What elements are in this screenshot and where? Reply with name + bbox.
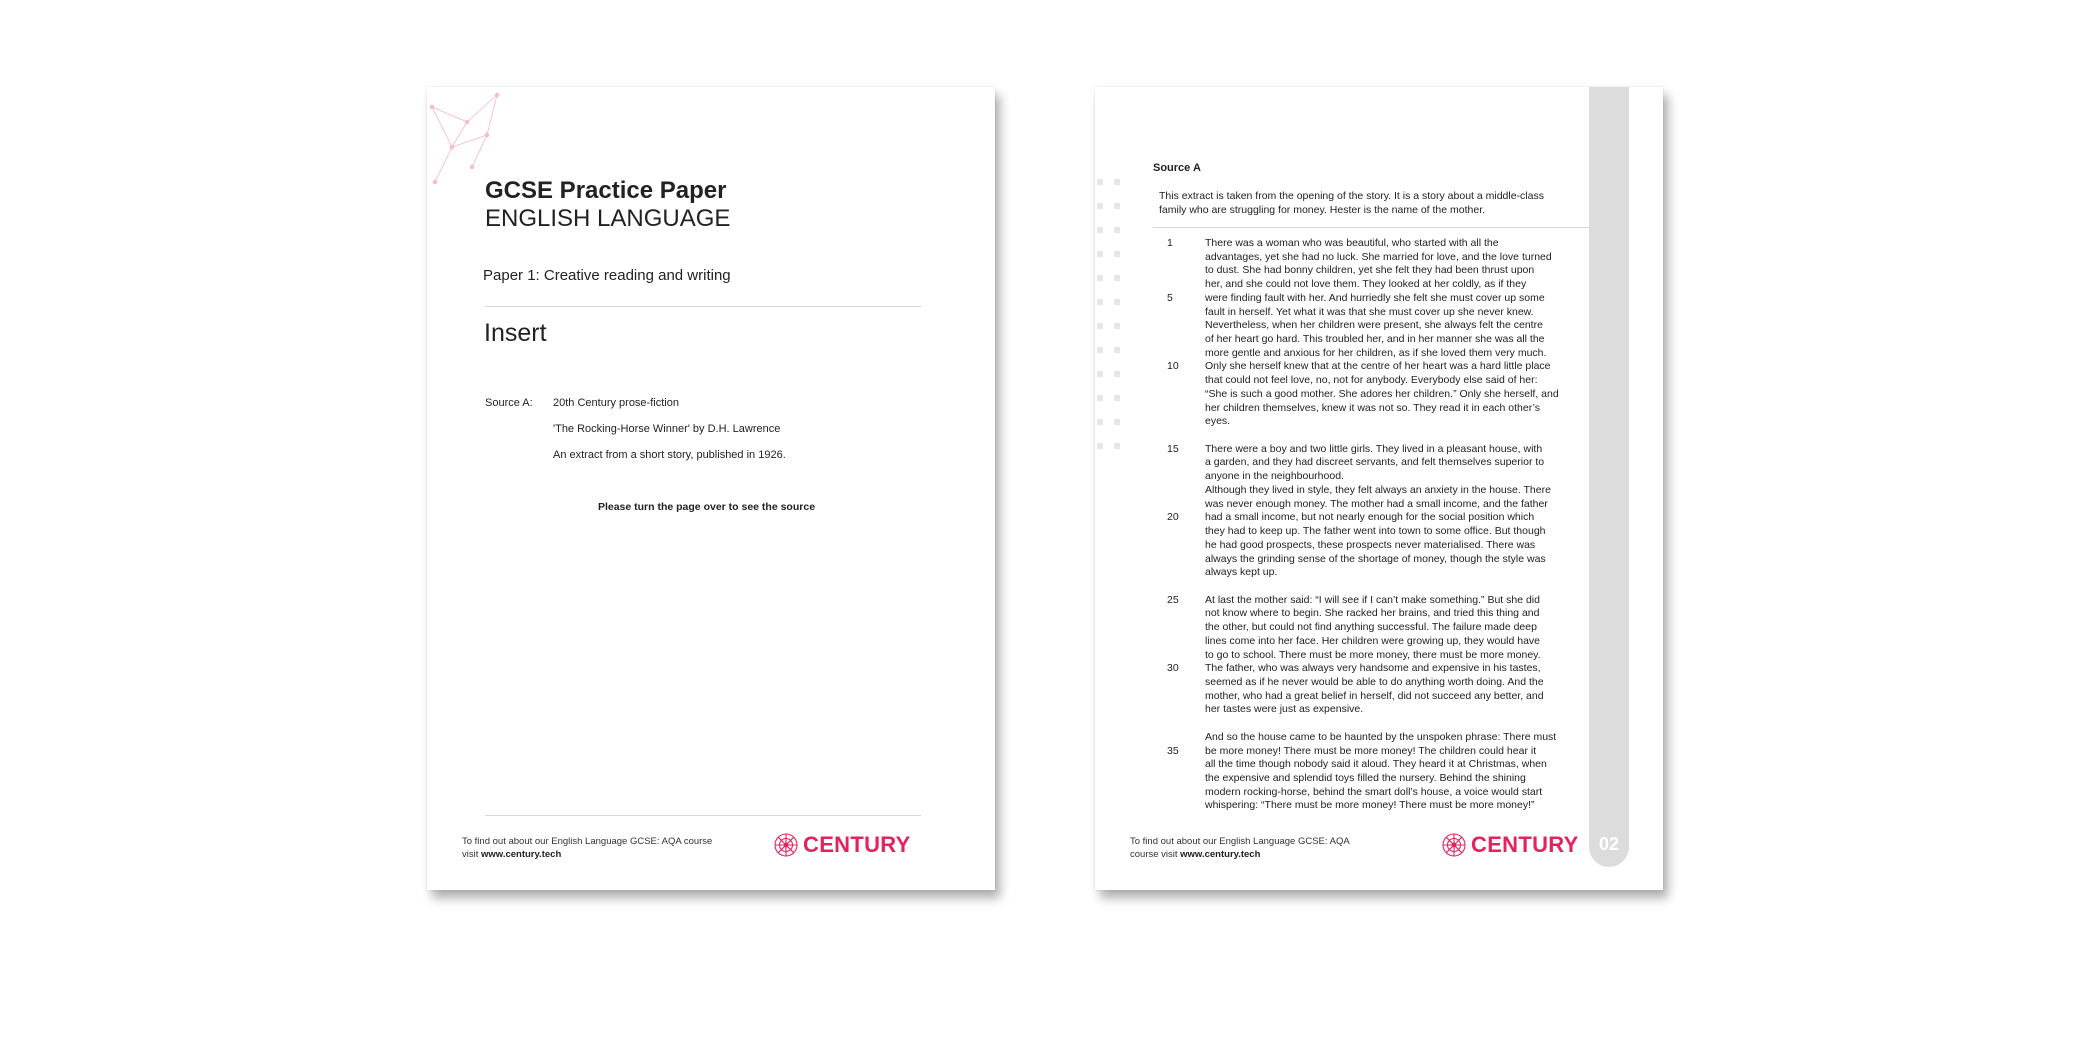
text-line: always kept up. (1205, 566, 1278, 579)
text-paragraph (1095, 237, 1589, 429)
paper-subject: ENGLISH LANGUAGE (485, 205, 731, 232)
brand-name: CENTURY (803, 832, 911, 857)
text-line: her, and she could not love them. They looked at her coldly, as if they (1205, 278, 1527, 291)
dot (1114, 203, 1120, 209)
page-number: 02 (1598, 834, 1620, 854)
intro-line: This extract is taken from the opening of the story. It is a story about a middle-class (1159, 190, 1544, 202)
text-line: a garden, and they had discreet servants, and felt themselves superior to (1205, 456, 1545, 469)
line-number: 20 (1167, 511, 1179, 524)
text-line: be more money! There must be more money! The children could hear it (1205, 744, 1537, 757)
source-label: Source A: (485, 397, 533, 409)
text-line: advantages, yet she had no luck. She married for love, and the love turned (1205, 250, 1552, 263)
century-logo-icon (773, 832, 799, 858)
cover-page (427, 87, 995, 890)
source-description: An extract from a short story, published in 1926. (553, 449, 786, 461)
footer-line: To find out about our English Language GCSE: AQA (1130, 836, 1350, 847)
text-line: he had good prospects, these prospects never materialised. There was (1205, 538, 1536, 551)
footer-divider (485, 815, 921, 816)
line-number: 25 (1167, 593, 1179, 606)
text-line: all the time though nobody said it aloud. They heard it at Christmas, when (1205, 758, 1547, 771)
century-logo (1441, 832, 1579, 858)
text-line: the expensive and splendid toys filled the nursery. Behind the shining (1205, 771, 1526, 784)
insert-title: Insert (484, 319, 547, 347)
text-line: the other, but could not find anything successful. The failure made deep (1205, 621, 1537, 634)
text-line: fault in herself. Yet what it was that she must cover up she never knew. (1205, 305, 1534, 318)
text-line: her children themselves, knew it was not so. They read it in each other’s (1205, 401, 1541, 414)
source-heading: Source A (1153, 162, 1201, 174)
source-genre: 20th Century prose-fiction (553, 397, 679, 409)
line-number: 15 (1167, 442, 1179, 455)
text-line: more gentle and anxious for her children, as if she loved them very much. (1205, 346, 1547, 359)
text-line: The father, who was always very handsome and expensive in his tastes, (1205, 662, 1541, 675)
footer-info (1130, 835, 1350, 861)
text-line: There was a woman who was beautiful, who started with all the (1205, 237, 1499, 249)
text-paragraph (1095, 443, 1589, 580)
text-line: were finding fault with her. And hurriedly she felt she must cover up some (1205, 291, 1545, 304)
footer-url-link[interactable]: www.century.tech (1180, 849, 1261, 860)
turn-page-note: Please turn the page over to see the source (597, 501, 816, 513)
century-logo (773, 832, 911, 858)
text-line: “She is such a good mother. She adores her children.” Only she herself, and (1205, 387, 1559, 400)
text-paragraph (1095, 731, 1589, 813)
text-line: had a small income, but not nearly enough for the social position which (1205, 511, 1535, 524)
footer-link-line (1130, 848, 1350, 861)
text-line: mother, who had a great belief in herself, did not succeed any better, and (1205, 689, 1544, 702)
footer-visit: visit (462, 849, 479, 860)
text-line: eyes. (1205, 415, 1231, 428)
source-text-page (1095, 87, 1663, 890)
text-line: Although they lived in style, they felt always an anxiety in the house. There (1205, 483, 1551, 496)
text-line: of her heart go hard. This troubled her, and in her manner she was all the (1205, 333, 1545, 346)
footer-visit: course visit (1130, 849, 1178, 860)
dot (1114, 179, 1120, 185)
source-intro (1159, 189, 1599, 217)
paper-number: Paper 1: Creative reading and writing (483, 267, 731, 284)
text-line: to dust. She had bonny children, yet she felt they had been thrust upon (1205, 264, 1535, 277)
line-number: 30 (1167, 662, 1179, 675)
text-line: And so the house came to be haunted by the unspoken phrase: There must (1205, 730, 1557, 743)
text-line: was never enough money. The mother had a small income, and the father (1205, 497, 1548, 510)
text-line: that could not feel love, no, not for anybody. Everybody else said of her: (1205, 374, 1538, 387)
source-text (1095, 237, 1589, 827)
brand-name: CENTURY (1471, 832, 1579, 857)
text-line: always the grinding sense of the shortage of money, though the style was (1205, 552, 1546, 565)
dot (1097, 227, 1103, 233)
text-paragraph (1095, 594, 1589, 717)
text-line: seemed as if he never would be able to do anything worth doing. And the (1205, 675, 1544, 688)
text-line: Only she herself knew that at the centre of her heart was a hard little place (1205, 360, 1551, 373)
century-logo-icon (1441, 832, 1467, 858)
divider (485, 306, 921, 307)
intro-line: family who are struggling for money. Hester is the name of the mother. (1159, 204, 1486, 216)
line-number: 1 (1167, 237, 1173, 249)
text-line: whispering: “There must be more money! There must be more money!” (1205, 799, 1535, 812)
text-line: Nevertheless, when her children were present, she always felt the centre (1205, 319, 1543, 332)
text-line: her tastes were just as expensive. (1205, 703, 1364, 716)
text-line: to go to school. There must be more money, there must be more money. (1205, 648, 1541, 661)
text-line: There were a boy and two little girls. They lived in a pleasant house, with (1205, 442, 1543, 455)
dot (1114, 227, 1120, 233)
source-title: 'The Rocking-Horse Winner' by D.H. Lawrence (553, 423, 781, 435)
text-line: lines come into her face. Her children were growing up, they would have (1205, 634, 1541, 647)
line-number: 5 (1167, 291, 1173, 304)
footer-url-link[interactable]: www.century.tech (481, 849, 562, 860)
text-line: anyone in the neighbourhood. (1205, 470, 1344, 483)
line-number: 35 (1167, 744, 1179, 757)
dot (1097, 203, 1103, 209)
paper-title: GCSE Practice Paper (485, 177, 727, 204)
text-line: they had to keep up. The father went into town to some office. But though (1205, 525, 1546, 538)
footer-link-line (462, 848, 712, 861)
text-line: modern rocking-horse, behind the smart doll’s house, a voice would start (1205, 785, 1543, 798)
dot (1097, 179, 1103, 185)
text-line: not know where to begin. She racked her brains, and tried this thing and (1205, 607, 1540, 620)
text-line: At last the mother said: “I will see if I can’t make something.” But she did (1205, 593, 1540, 606)
footer-line: To find out about our English Language GCSE: AQA course (462, 836, 713, 847)
footer-info (462, 835, 712, 861)
line-number: 10 (1167, 360, 1179, 373)
intro-divider (1153, 227, 1589, 228)
